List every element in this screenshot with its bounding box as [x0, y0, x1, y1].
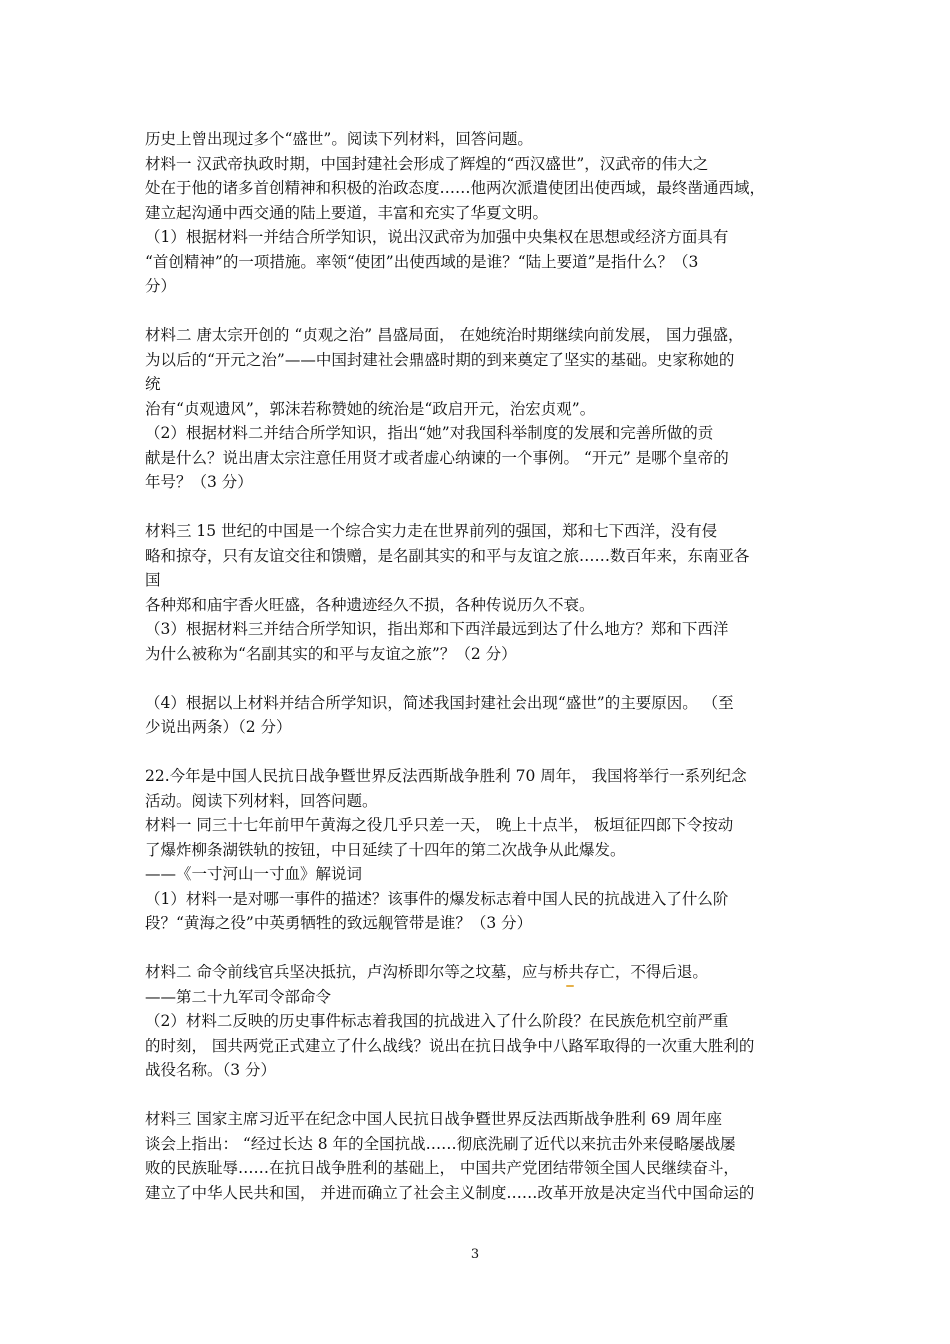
- text-line: 为以后的“开元之治”——中国封建社会鼎盛时期的到来奠定了坚实的基础。史家称她的: [145, 350, 735, 369]
- page-number: 3: [470, 1247, 480, 1262]
- text-line: 的时刻， 国共两党正式建立了什么战线？说出在抗日战争中八路军取得的一次重大胜利的: [145, 1036, 755, 1055]
- blank-line: [145, 936, 825, 961]
- text-line: 材料三 国家主席习近平在纪念中国人民抗日战争暨世界反法西斯战争胜利 69 周年座: [145, 1110, 723, 1128]
- text-line: （2）根据材料二并结合所学知识，指出“她”对我国科举制度的发展和完善所做的贡: [145, 424, 714, 442]
- text-line: 建立起沟通中西交通的陆上要道，丰富和充实了华夏文明。: [145, 203, 549, 222]
- text-line: 谈会上指出： “经过长达 8 年的全国抗战……彻底洗刷了近代以来抗击外来侵略屡战屡: [145, 1134, 736, 1153]
- text-line: 材料二 命令前线官兵坚决抵抗，卢沟桥即尔等之坟墓，应与桥共存亡，不得后退。: [145, 963, 708, 981]
- text-line: 为什么被称为“名副其实的和平与友谊之旅”？（2 分）: [145, 644, 517, 663]
- text-line: 历史上曾出现过多个“盛世”。阅读下列材料，回答问题。: [145, 130, 533, 148]
- text-line: 献是什么？说出唐太宗注意任用贤才或者虚心纳谏的一个事例。 “开元” 是哪个皇帝的: [145, 448, 729, 467]
- text-line: 各种郑和庙宇香火旺盛，各种遗迹经久不损，各种传说历久不衰。: [145, 595, 595, 614]
- ink-mark: [566, 985, 574, 987]
- text-line: 段？“黄海之役”中英勇牺牲的致远舰管带是谁？（3 分）: [145, 914, 533, 932]
- blank-line: [145, 299, 825, 324]
- text-line: ——第二十九军司令部命令: [145, 987, 332, 1006]
- page-body: [145, 127, 825, 1205]
- text-line: 了爆炸柳条湖铁轨的按钮，中日延续了十四年的第二次战争从此爆发。: [145, 840, 626, 859]
- blank-line: [145, 666, 825, 691]
- text-line: （1）材料一是对哪一事件的描述？该事件的爆发标志着中国人民的抗战进入了什么阶: [145, 889, 729, 908]
- text-line: （1）根据材料一并结合所学知识，说出汉武帝为加强中央集权在思想或经济方面具有: [145, 228, 729, 246]
- text-line: 材料一 同三十七年前甲午黄海之役几乎只差一天， 晚上十点半， 板垣征四郎下令按动: [145, 816, 734, 834]
- text-line: 处在于他的诸多首创精神和积极的治政态度……他两次派遣使团出使西域，最终凿通西域，: [145, 179, 766, 197]
- text-line: 材料三 15 世纪的中国是一个综合实力走在世界前列的强国，郑和七下西洋，没有侵: [145, 522, 718, 540]
- text-line: 国: [145, 571, 161, 589]
- text-line: 统: [145, 375, 161, 393]
- text-line: 活动。阅读下列材料，回答问题。: [145, 791, 378, 810]
- text-line: （4）根据以上材料并结合所学知识，简述我国封建社会出现“盛世”的主要原因。 （至: [145, 693, 734, 712]
- text-line: 材料二 唐太宗开创的 “贞观之治” 昌盛局面， 在她统治时期继续向前发展， 国力强盛，: [145, 326, 744, 344]
- text-line: 材料一 汉武帝执政时期，中国封建社会形成了辉煌的“西汉盛世”，汉武帝的伟大之: [145, 154, 709, 173]
- blank-line: [145, 1083, 825, 1108]
- text-line: 治有“贞观遗风”，郭沫若称赞她的统治是“政启开元，治宏贞观”。: [145, 399, 596, 418]
- blank-line: [145, 495, 825, 520]
- text-line: （3）根据材料三并结合所学知识，指出郑和下西洋最远到达了什么地方？郑和下西洋: [145, 620, 729, 638]
- text-line: 战役名称。（3 分）: [145, 1061, 277, 1079]
- text-line: 少说出两条）（2 分）: [145, 718, 292, 736]
- text-line: 败的民族耻辱……在抗日战争胜利的基础上， 中国共产党团结带领全国人民继续奋斗，: [145, 1159, 739, 1177]
- text-line: “首创精神”的一项措施。率领“使团”出使西域的是谁？“陆上要道”是指什么？（3: [145, 252, 699, 271]
- text-line: 分）: [145, 277, 177, 295]
- text-line: 22.今年是中国人民抗日战争暨世界反法西斯战争胜利 70 周年， 我国将举行一系列纪念: [145, 767, 747, 785]
- blank-line: [145, 740, 825, 765]
- text-line: （2）材料二反映的历史事件标志着我国的抗战进入了什么阶段？在民族危机空前严重: [145, 1012, 729, 1030]
- text-line: 年号？（3 分）: [145, 473, 253, 491]
- text-line: 建立了中华人民共和国， 并进而确立了社会主义制度……改革开放是决定当代中国命运的: [145, 1183, 755, 1202]
- text-line: 略和掠夺，只有友谊交往和馈赠，是名副其实的和平与友谊之旅……数百年来，东南亚各: [145, 546, 750, 565]
- text-line: ——《一寸河山一寸血》解说词: [145, 865, 363, 883]
